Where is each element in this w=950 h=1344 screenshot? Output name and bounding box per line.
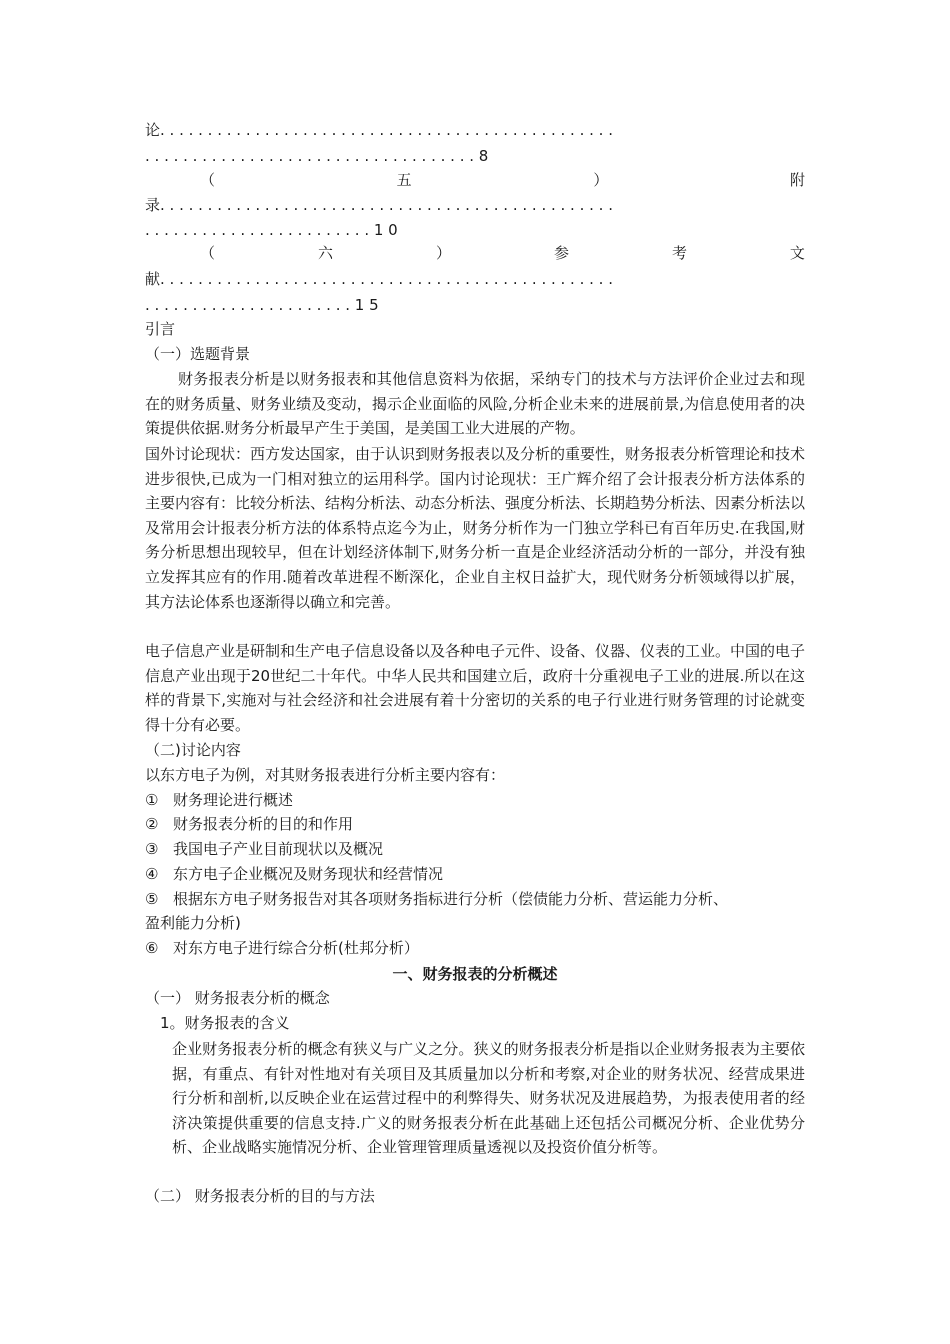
list-item	[145, 936, 419, 960]
toc-entry-appendix	[145, 169, 805, 191]
sub-subsection-heading: 1。财务报表的含义	[160, 1014, 290, 1032]
list-number: ③	[145, 840, 159, 858]
list-text: 东方电子企业概况及财务现状和经营情况	[173, 865, 444, 883]
list-text: 财务报表分析的目的和作用	[173, 815, 354, 833]
toc-line: 论. . . . . . . . . . . . . . . . . . . . . . . . . . . . . . . . . . . . . . . . . . . . . . . .	[145, 121, 613, 139]
toc-paren-close: ）	[593, 171, 609, 189]
section-title-intro: 引言	[145, 320, 176, 338]
list-item	[145, 837, 383, 861]
paragraph: 以东方电子为例，对其财务报表进行分析主要内容有：	[145, 766, 506, 784]
toc-line: . . . . . . . . . . . . . . . . . . . . . . 1 5	[145, 296, 379, 314]
toc-title-char: 附	[789, 171, 805, 189]
paragraph: 财务报表分析是以财务报表和其他信息资料为依据，采纳专门的技术与方法评价企业过去和现在的财务质量、财务业绩及变动，揭示企业面临的风险,分析企业未来的进展前景,为信息使用者的决策提供依据.财务分析最早产生于美国，是美国工业大进展的产物。	[145, 370, 805, 438]
list-item	[145, 887, 728, 911]
toc-title-char: 参	[553, 244, 569, 262]
list-text: 我国电子产业目前现状以及概况	[173, 840, 384, 858]
toc-line: 录. . . . . . . . . . . . . . . . . . . . . . . . . . . . . . . . . . . . . . . . . . . . . . . .	[145, 196, 613, 214]
toc-title-char: 文	[789, 244, 805, 262]
list-number: ②	[145, 815, 159, 833]
paragraph: 电子信息产业是研制和生产电子信息设备以及各种电子元件、设备、仪器、仪表的工业。中国的电子信息产业出现于20世纪二十年代。中华人民共和国建立后，政府十分重视电子工业的进展.所以在这样的背景下,实施对与社会经济和社会进展有着十分密切的关系的电子行业进行财务管理的讨论就变得十分有必要。	[145, 642, 806, 734]
list-item	[145, 862, 443, 886]
toc-line: . . . . . . . . . . . . . . . . . . . . . . . . 1 0	[145, 221, 398, 239]
list-number: ④	[145, 865, 159, 883]
paragraph: 国外讨论现状：西方发达国家，由于认识到财务报表以及分析的重要性，财务报表分析管理论和技术进步很快,已成为一门相对独立的运用科学。国内讨论现状：王广辉介绍了会计报表分析方法体系的主要内容有：比较分析法、结构分析法、动态分析法、强度分析法、长期趋势分析法、因素分析法以及常用会计报表分析方法的体系特点迄今为止，财务分析作为一门独立学科已有百年历史.在我国,财务分析思想出现较早，但在计划经济体制下,财务分析一直是企业经济活动分析的一部分，并没有独立发挥其应有的作用.随着改革进程不断深化，企业自主权日益扩大，现代财务分析领域得以扩展，其方法论体系也逐渐得以确立和完善。	[145, 445, 806, 611]
list-text: 根据东方电子财务报告对其各项财务指标进行分析（偿债能力分析、营运能力分析、	[173, 890, 729, 908]
toc-paren-open: （	[200, 244, 216, 262]
toc-paren-close: ）	[435, 244, 451, 262]
toc-line: 献. . . . . . . . . . . . . . . . . . . . . . . . . . . . . . . . . . . . . . . . . . . . . . . .	[145, 270, 613, 288]
chapter-heading: 一、财务报表的分析概述	[392, 965, 558, 983]
list-item-continuation	[145, 911, 241, 935]
toc-paren-open: （	[200, 171, 216, 189]
paragraph: 企业财务报表分析的概念有狭义与广义之分。狭义的财务报表分析是指以企业财务报表为主要依据，有重点、有针对性地对有关项目及其质量加以分析和考察,对企业的财务状况、经营成果进行分析和剖析,以反映企业在运营过程中的利弊得失、财务状况及进展趋势，为报表使用者的经济决策提供重要的信息支持.广义的财务报表分析在此基础上还包括公司概况分析、企业优势分析、企业战略实施情况分析、企业管理管理质量透视以及投资价值分析等。	[172, 1040, 805, 1157]
toc-number: 六	[317, 244, 333, 262]
subsection-heading: （二） 财务报表分析的目的与方法	[145, 1187, 375, 1205]
subsection-heading: （一） 财务报表分析的概念	[145, 989, 330, 1007]
list-text: 对东方电子进行综合分析(杜邦分析）	[173, 939, 419, 957]
toc-line: . . . . . . . . . . . . . . . . . . . . . . . . . . . . . . . . . . . 8	[145, 147, 489, 165]
list-text: 财务理论进行概述	[173, 791, 294, 809]
list-text: 盈利能力分析)	[145, 914, 241, 932]
list-number: ①	[145, 791, 159, 809]
toc-number: 五	[396, 171, 412, 189]
list-number: ⑥	[145, 939, 159, 957]
list-item	[145, 812, 353, 836]
toc-entry-references	[145, 242, 805, 264]
subsection-heading: （二)讨论内容	[145, 741, 241, 759]
subsection-heading: （一）选题背景	[145, 345, 251, 363]
list-number: ⑤	[145, 890, 159, 908]
list-item	[145, 788, 293, 812]
toc-title-char: 考	[671, 244, 687, 262]
